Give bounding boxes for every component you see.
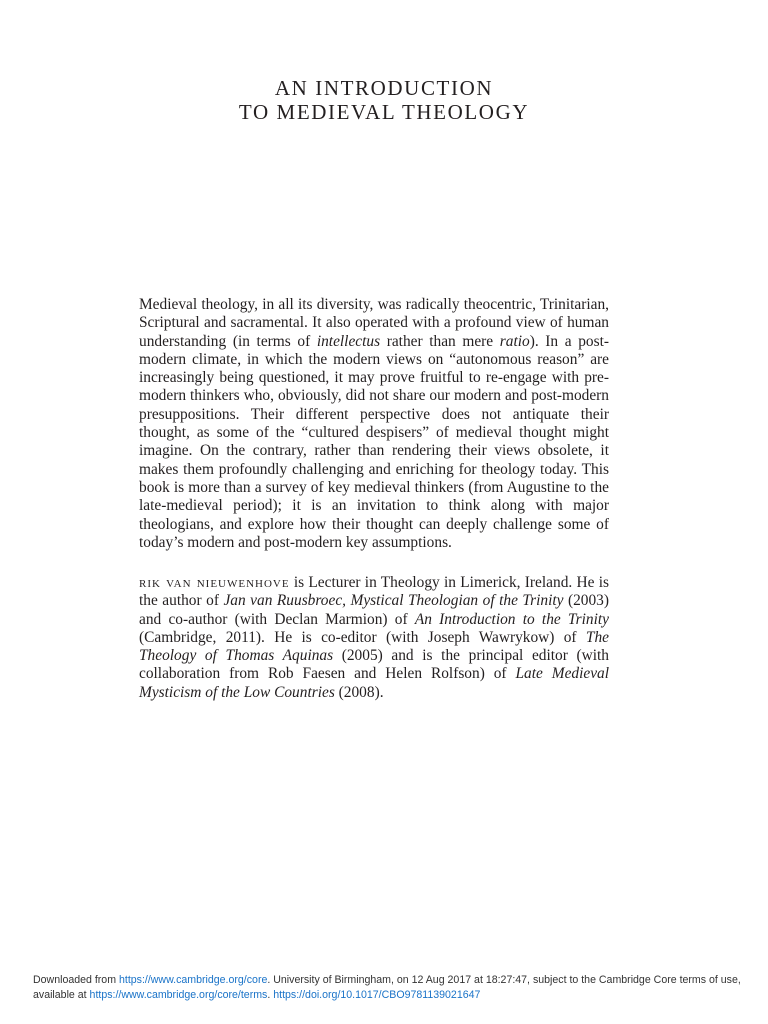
doi-link[interactable]: https://doi.org/10.1017/CBO9781139021647 <box>273 989 481 1001</box>
footer-prefix: Downloaded from <box>33 974 119 986</box>
bio-text-4: (2005) and is the principal editor (with collaboration from Rob Faesen and Helen Rolfson) of <box>139 647 609 683</box>
book-title <box>0 76 768 124</box>
description-italic-intellectus: intellectus <box>316 332 381 350</box>
bio-book-4: Late Medieval Mysticism of the Low Countries <box>139 665 609 701</box>
bio-text-2: (2003) and co-author (with Declan Marmion) of <box>139 592 609 628</box>
bio-text-3: (Cambridge, 2011). He is co-editor (with Joseph Wawrykow) of <box>139 628 586 646</box>
bio-book-3: The Theology of Thomas Aquinas <box>139 628 609 665</box>
bio-paragraph <box>139 574 609 702</box>
footer-mid-text: . University of Birmingham, on 12 Aug 2017 at 18:27:47, subject to the Cambridge Core terms of use, available at <box>33 974 741 1001</box>
description-italic-ratio: ratio <box>499 332 530 350</box>
description-paragraph <box>139 296 609 552</box>
description-text-1: Medieval theology, in all its diversity, was radically theocentric, Trinitarian, Scriptural and sacramental. It also operated with a profound view of human understanding (in terms of <box>139 296 609 350</box>
bio-book-2: An Introduction to the Trinity <box>414 610 609 628</box>
terms-link[interactable]: https://www.cambridge.org/core/terms <box>89 989 268 1001</box>
bio-book-1: Jan van Ruusbroec, Mystical Theologian of the Trinity <box>223 592 564 610</box>
bio-text-1: is Lecturer in Theology in Limerick, Ireland. He is the author of <box>139 574 609 610</box>
cambridge-core-link[interactable]: https://www.cambridge.org/core <box>118 974 268 986</box>
description-text-2: rather than mere <box>380 332 500 350</box>
description-text-3: ). In a post-modern climate, in which the modern views on “autonomous reason” are increasingly being questioned, it may prove fruitful to re-engage with pre-modern thinkers who, obviously, did not share our modern and post-modern presuppositions. Their different perspective does not antiquate their thought, as some of the “cultured despisers” of medieval thought might imagine. On the contrary, rather than rendering their views obsolete, it makes them profoundly challenging and enriching for theology today. This book is more than a survey of key medieval thinkers (from Augustine to the late-medieval period); it is an invitation to think along with major theologians, and explore how their thought can deeply challenge some of today’s modern and post-modern key assumptions. <box>139 332 609 551</box>
download-notice <box>33 973 763 1003</box>
bio-text-5: (2008). <box>334 683 384 701</box>
title-line-1: AN INTRODUCTION <box>274 76 494 100</box>
author-bio <box>139 574 609 702</box>
footer-separator: . <box>267 989 274 1001</box>
book-description <box>139 296 609 552</box>
author-name: rik van nieuwenhove <box>139 575 290 591</box>
title-line-2: TO MEDIEVAL THEOLOGY <box>238 100 530 124</box>
